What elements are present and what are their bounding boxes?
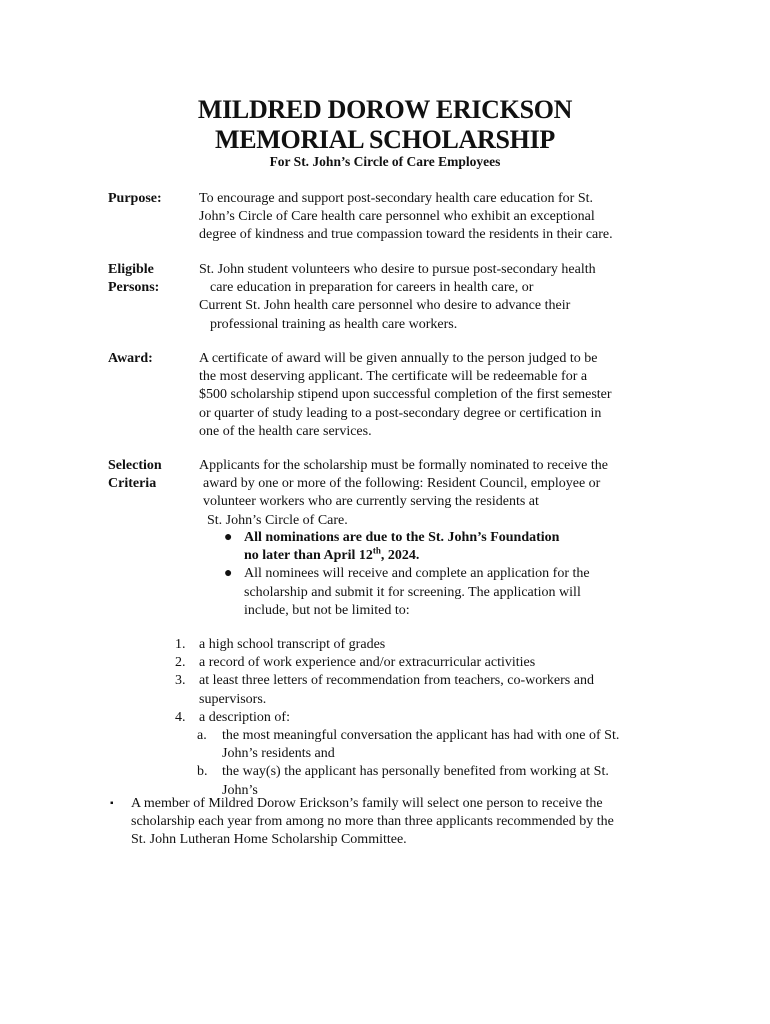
list-item <box>175 709 619 727</box>
award-line: or quarter of study leading to a post-secondary degree or certification in <box>199 405 602 421</box>
closing-line: A member of Mildred Dorow Erickson’s family will select one person to receive the <box>131 796 603 811</box>
purpose-line: degree of kindness and true compassion toward the residents in their care. <box>199 227 613 243</box>
deadline-sup: th <box>372 545 381 556</box>
bullet-icon: ● <box>224 566 233 582</box>
item-line: a high school transcript of grades <box>199 637 386 652</box>
item-line: a record of work experience and/or extracurricular activities <box>199 655 536 671</box>
selection-label-line: Selection <box>108 458 162 473</box>
award-line: one of the health care services. <box>199 423 372 439</box>
closing-line: St. John Lutheran Home Scholarship Committee. <box>131 832 407 848</box>
bullet-icon: ● <box>224 530 233 545</box>
title-line-1: MILDRED DOROW ERICKSON <box>197 95 573 124</box>
eligible-label <box>108 261 159 297</box>
eligible-label-line: Eligible <box>108 262 154 277</box>
sub-item-letter: a. <box>197 728 207 744</box>
eligible-label-line: Persons: <box>108 280 160 295</box>
item-number: 4. <box>175 709 186 725</box>
list-item <box>175 654 619 672</box>
purpose-line: John’s Circle of Care health care personnel who exhibit an exceptional <box>199 209 595 225</box>
purpose-text <box>199 190 679 245</box>
item-line: a description of: <box>199 709 290 725</box>
list-item <box>175 672 619 708</box>
sub-item-line: John’s residents and <box>222 746 335 762</box>
purpose-line: To encourage and support post-secondary health care education for St. <box>199 191 593 206</box>
bullet-line: All nominees will receive and complete an application for the <box>244 566 590 582</box>
bullet-line: All nominations are due to the St. John’s Foundation <box>244 530 560 545</box>
eligible-line: St. John student volunteers who desire to pursue post-secondary health <box>199 262 596 277</box>
item-number: 3. <box>175 673 186 689</box>
eligible-line: care education in preparation for careers in health care, or <box>210 280 534 296</box>
selection-text <box>199 457 679 530</box>
sub-item-line: the way(s) the applicant has personally benefited from working at St. <box>222 764 609 780</box>
bullet-line: scholarship and submit it for screening. The application will <box>244 584 581 600</box>
sub-item-letter: b. <box>197 764 208 780</box>
award-label: Award: <box>108 351 153 366</box>
sub-item-line: the most meaningful conversation the applicant has had with one of St. <box>222 728 620 744</box>
subtitle: For St. John’s Circle of Care Employees <box>269 154 501 169</box>
bullet-icon: ▪ <box>110 798 114 809</box>
list-item <box>175 636 619 654</box>
item-line: at least three letters of recommendation from teachers, co-workers and <box>199 673 594 689</box>
selection-label <box>108 457 162 493</box>
award-line: the most deserving applicant. The certificate will be redeemable for a <box>199 369 588 385</box>
bullet-line: include, but not be limited to: <box>244 602 410 618</box>
closing-paragraph <box>108 795 668 850</box>
selection-label-line: Criteria <box>108 476 157 491</box>
deadline-post: , 2024. <box>380 548 420 564</box>
item-line: supervisors. <box>199 691 267 707</box>
title-line-2: MEMORIAL SCHOLARSHIP <box>215 125 555 154</box>
selection-line: award by one or more of the following: Resident Council, employee or <box>203 476 601 492</box>
selection-line: Applicants for the scholarship must be formally nominated to receive the <box>199 458 608 473</box>
award-line: $500 scholarship stipend upon successful completion of the first semester <box>199 387 612 403</box>
award-line: A certificate of award will be given annually to the person judged to be <box>199 351 598 366</box>
eligible-text <box>199 261 679 334</box>
award-text <box>199 350 679 441</box>
item-number: 2. <box>175 655 186 671</box>
deadline-pre: no later than April 12 <box>244 548 373 564</box>
purpose-label: Purpose: <box>108 191 162 206</box>
deadline-line <box>244 547 590 565</box>
application-bullet <box>218 565 590 620</box>
nomination-deadline-bullet <box>218 529 590 565</box>
item-number: 1. <box>175 637 186 652</box>
closing-line: scholarship each year from among no more than three applicants recommended by the <box>131 814 614 830</box>
sub-list-item <box>175 727 619 763</box>
selection-bullets <box>218 529 590 620</box>
selection-line: St. John’s Circle of Care. <box>207 512 348 528</box>
selection-line: volunteer workers who are currently serving the residents at <box>203 494 539 510</box>
sub-item-line: John’s <box>222 782 258 798</box>
closing-bullet <box>108 795 668 850</box>
requirements-list <box>175 636 619 800</box>
eligible-line: professional training as health care workers. <box>210 316 458 332</box>
eligible-line: Current St. John health care personnel who desire to advance their <box>199 298 571 314</box>
